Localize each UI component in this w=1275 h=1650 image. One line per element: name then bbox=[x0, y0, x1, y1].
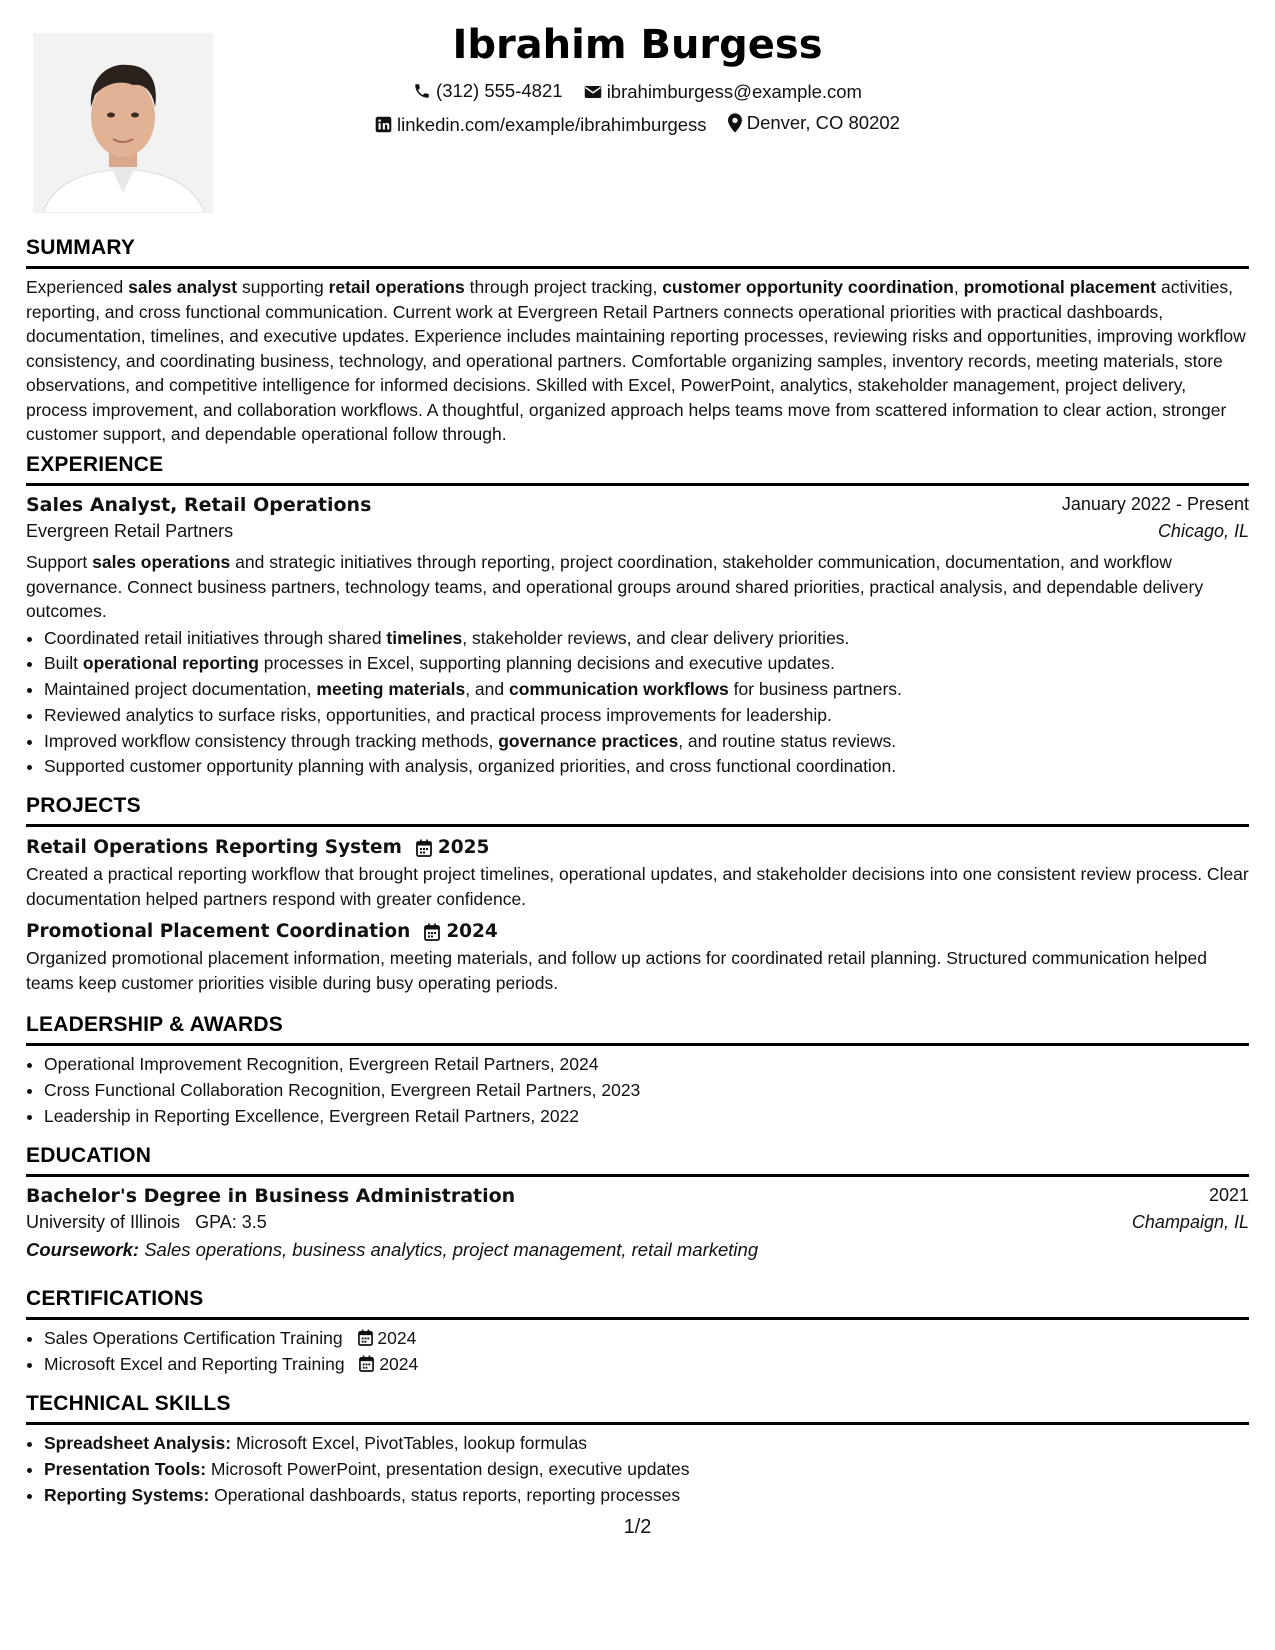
job-bullet-text: Reviewed analytics to surface risks, opportunities, and practical process improvements for leadership. bbox=[44, 704, 832, 725]
job-bullet-text: Supported customer opportunity planning with analysis, organized priorities, and cross functional coordination. bbox=[44, 756, 897, 777]
certification-item bbox=[44, 1352, 1249, 1378]
company-name: Evergreen Retail Partners bbox=[26, 521, 234, 541]
section-title: PROJECTS bbox=[26, 794, 1249, 827]
job-description-text: Support bbox=[26, 552, 93, 572]
location-text: Denver, CO 80202 bbox=[746, 112, 900, 133]
project-description: Created a practical reporting workflow that brought project timelines, operational updates, and stakeholder decisions into one consistent review process. Clear documentation helped partners respond with greater confidence. bbox=[26, 864, 1249, 909]
job-bullet bbox=[44, 703, 1249, 729]
calendar-icon bbox=[359, 1355, 374, 1372]
phone-number: (312) 555-4821 bbox=[436, 80, 563, 101]
award-item: • Operational Improvement Recognition, Evergreen Retail Partners, 2024 bbox=[44, 1052, 1249, 1078]
email-address[interactable]: ibrahimburgess@example.com bbox=[606, 81, 862, 102]
contact-row-primary bbox=[0, 80, 1275, 105]
summary-text: supporting bbox=[237, 277, 329, 297]
school-info bbox=[26, 1212, 267, 1233]
job-description-text: and strategic initiatives through reporting, project coordination, stakeholder communication, documentation, and workflow governance. Connect business partners, technology teams, and operational groups around shared priorities, practical analysis, and dependable delivery outcomes. bbox=[26, 552, 1204, 621]
job-bullet-highlight: governance practices bbox=[498, 730, 679, 751]
project-title: Retail Operations Reporting System bbox=[26, 837, 402, 858]
section-title: LEADERSHIP & AWARDS bbox=[26, 1013, 1249, 1046]
contact-row-secondary bbox=[0, 112, 1275, 138]
job-bullets bbox=[26, 626, 1249, 781]
summary-highlight: customer opportunity coordination bbox=[662, 277, 954, 297]
summary-section bbox=[26, 236, 1249, 447]
skill-value: Microsoft PowerPoint, presentation design, executive updates bbox=[206, 1458, 690, 1479]
job-bullet-highlight: communication workflows bbox=[509, 679, 729, 700]
certifications-section bbox=[26, 1287, 1249, 1378]
skills-list bbox=[26, 1431, 1249, 1508]
job-location: Chicago, IL bbox=[1157, 521, 1249, 541]
job-bullet-text: , and bbox=[465, 679, 509, 700]
section-title: EXPERIENCE bbox=[26, 453, 1249, 486]
job-bullet-text: , stakeholder reviews, and clear delivery priorities. bbox=[462, 627, 850, 648]
education-section bbox=[26, 1144, 1249, 1261]
award-item: • Leadership in Reporting Excellence, Evergreen Retail Partners, 2022 bbox=[44, 1104, 1249, 1130]
job-subheader bbox=[26, 521, 1249, 542]
project-year: 2025 bbox=[437, 837, 490, 858]
job-bullet bbox=[44, 729, 1249, 755]
coursework-label: Coursework: bbox=[26, 1239, 140, 1260]
section-title: TECHNICAL SKILLS bbox=[26, 1392, 1249, 1425]
section-title: EDUCATION bbox=[26, 1144, 1249, 1177]
linkedin-icon bbox=[375, 116, 392, 133]
section-title: SUMMARY bbox=[26, 236, 1249, 269]
gpa: GPA: 3.5 bbox=[195, 1212, 267, 1232]
linkedin-url[interactable]: linkedin.com/example/ibrahimburgess bbox=[397, 113, 707, 135]
candidate-name: Ibrahim Burgess bbox=[452, 22, 823, 68]
certifications-list bbox=[26, 1326, 1249, 1378]
certification-name: Sales Operations Certification Training bbox=[44, 1328, 343, 1348]
job-bullet-highlight: meeting materials bbox=[316, 679, 466, 700]
summary-text: activities, reporting, and cross functional communication. Current work at Evergreen Retail Partners connects operational priorities with practical dashboards, documentation, timelines, and executive updates. Experience includes maintaining reporting processes, reviewing risks and opportunities, improving workflow consistency, and coordinating business, technology, and operational partners. Comfortable organizing samples, inventory records, meeting materials, store observations, and competitive intelligence for informed decisions. Skilled with Excel, PowerPoint, analytics, stakeholder management, project delivery, process improvement, and collaboration workflows. A thoughtful, organized approach helps teams move from scattered information to clear action, stronger customer support, and dependable operational follow through. bbox=[26, 277, 1246, 444]
certification-year: 2024 bbox=[379, 1353, 419, 1374]
job-bullet-text: Built bbox=[44, 653, 83, 674]
summary-highlight: retail operations bbox=[328, 277, 465, 297]
section-title: CERTIFICATIONS bbox=[26, 1287, 1249, 1320]
skill-value: Operational dashboards, status reports, reporting processes bbox=[209, 1484, 681, 1505]
skill-item bbox=[44, 1431, 1249, 1457]
summary-paragraph bbox=[26, 275, 1249, 447]
job-bullet bbox=[44, 651, 1249, 677]
phone-icon bbox=[413, 82, 431, 100]
job-bullet bbox=[44, 754, 1249, 780]
certification-name: Microsoft Excel and Reporting Training bbox=[44, 1353, 345, 1374]
calendar-icon bbox=[416, 839, 432, 857]
job-bullet-text: Improved workflow consistency through tracking methods, bbox=[44, 730, 499, 751]
skill-item bbox=[44, 1483, 1249, 1509]
project-year: 2024 bbox=[446, 921, 498, 942]
job-bullet-text: Coordinated retail initiatives through shared bbox=[44, 627, 387, 648]
summary-highlight: sales analyst bbox=[128, 277, 238, 297]
coursework bbox=[26, 1239, 1249, 1261]
leadership-section bbox=[26, 1013, 1249, 1129]
job-bullet-text: Maintained project documentation, bbox=[44, 679, 317, 700]
job-bullet-highlight: timelines bbox=[386, 627, 463, 648]
coursework-list: Sales operations, business analytics, project management, retail marketing bbox=[139, 1239, 759, 1260]
location-contact bbox=[728, 112, 900, 134]
project-header bbox=[26, 921, 1249, 942]
school-name: University of Illinois bbox=[26, 1212, 181, 1232]
school-location: Champaign, IL bbox=[1131, 1212, 1249, 1232]
job-title: Sales Analyst, Retail Operations bbox=[26, 494, 372, 516]
skill-item bbox=[44, 1457, 1249, 1483]
project-title: Promotional Placement Coordination bbox=[26, 921, 411, 942]
degree-name: Bachelor's Degree in Business Administration bbox=[26, 1185, 516, 1207]
project-header bbox=[26, 837, 1249, 858]
school-row bbox=[26, 1212, 1249, 1233]
skill-label: Presentation Tools: bbox=[44, 1458, 207, 1479]
experience-section bbox=[26, 453, 1249, 780]
job-bullet-highlight: operational reporting bbox=[82, 653, 259, 674]
job-bullet bbox=[44, 677, 1249, 703]
job-bullet bbox=[44, 626, 1249, 652]
certification-year: 2024 bbox=[377, 1328, 417, 1348]
job-bullet-text: processes in Excel, supporting planning decisions and executive updates. bbox=[258, 653, 835, 674]
summary-highlight: promotional placement bbox=[963, 277, 1157, 297]
certification-item bbox=[44, 1326, 1249, 1352]
map-pin-icon bbox=[728, 113, 742, 133]
projects-section bbox=[26, 794, 1249, 995]
job-bullet-text: , and routine status reviews. bbox=[678, 730, 897, 751]
job-description bbox=[26, 550, 1249, 624]
graduation-year: 2021 bbox=[1208, 1185, 1249, 1205]
job-bullet-text: for business partners. bbox=[728, 679, 902, 700]
skill-label: Reporting Systems: bbox=[44, 1484, 210, 1505]
award-item: • Cross Functional Collaboration Recognition, Evergreen Retail Partners, 2023 bbox=[44, 1078, 1249, 1104]
skill-value: Microsoft Excel, PivotTables, lookup formulas bbox=[231, 1433, 588, 1453]
project-description: Organized promotional placement information, meeting materials, and follow up actions for coordinated retail planning. Structured communication helped teams keep customer priorities visible during busy operating periods. bbox=[26, 948, 1207, 993]
phone-contact bbox=[413, 80, 563, 102]
envelope-icon bbox=[584, 84, 602, 100]
job-dates: January 2022 - Present bbox=[1061, 494, 1249, 514]
job-header bbox=[26, 494, 1249, 516]
email-contact[interactable] bbox=[584, 81, 862, 103]
skills-section bbox=[26, 1392, 1249, 1508]
summary-text: , bbox=[953, 277, 964, 297]
calendar-icon bbox=[358, 1329, 373, 1346]
page-number: 1/2 bbox=[623, 1516, 652, 1538]
linkedin-contact[interactable] bbox=[375, 114, 707, 136]
summary-text: Experienced bbox=[26, 277, 129, 297]
awards-list bbox=[26, 1052, 1249, 1129]
skill-label: Spreadsheet Analysis: bbox=[44, 1433, 232, 1453]
degree-header bbox=[26, 1185, 1249, 1207]
calendar-icon bbox=[424, 923, 440, 941]
summary-text: through project tracking, bbox=[464, 277, 663, 297]
job-description-highlight: sales operations bbox=[92, 552, 231, 572]
